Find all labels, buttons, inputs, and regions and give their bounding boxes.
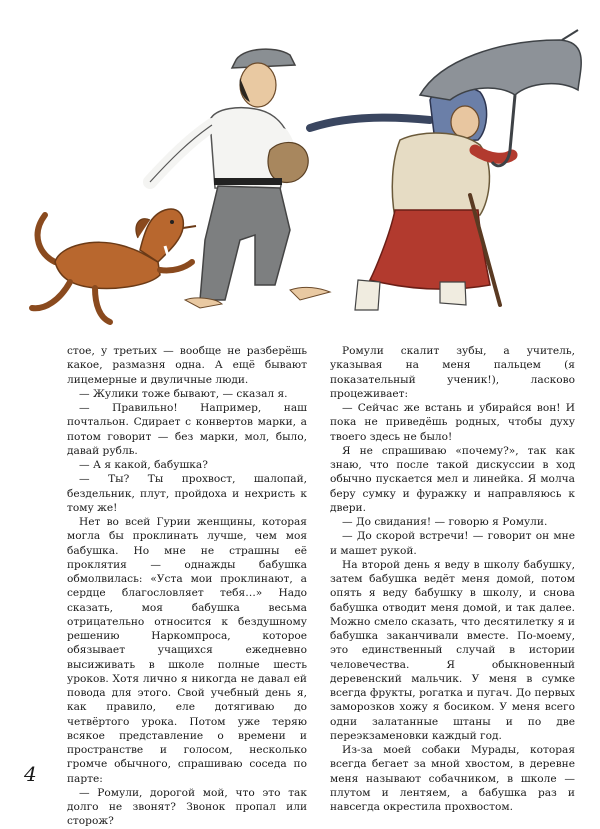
illustration (0, 0, 600, 340)
paragraph: Я не спрашиваю «почему?», так как знаю, что после такой дискуссии в ход обычно пускается мел и линейка. Я молча беру сумку и фуражку и направляюсь к двери. (330, 444, 575, 514)
paragraph: — Ромули, дорогой мой, что это так долго не звонят? Звонок пропал или сторож? (67, 786, 307, 828)
paragraph: — А я какой, бабушка? (79, 459, 208, 471)
paragraph: Из-за моей собаки Мурады, которая всегда бегает за мной хвостом, в деревне меня называют собачником, в школе — плутом и лентяем, а бабушка раз и навсегда окрестила прохвостом. (330, 744, 575, 813)
paragraph: — До свидания! — говорю я Ромули. (342, 516, 548, 528)
paragraph: — Сейчас же встань и убирайся вон! И пока не приведёшь родных, чтобы духу твоего здесь не было! (330, 402, 575, 443)
paragraph: — Жулики тоже бывают, — сказал я. (79, 387, 288, 400)
paragraph: — До скорой встречи! — говорит он мне и машет рукой. (330, 530, 575, 557)
paragraph: На второй день я веду в школу бабушку, затем бабушка ведёт меня домой, потом опять я веду бабушку в школу, и снова бабушка отводит меня домой, и так далее. Можно смело сказать, что десятилетку я и бабушка заканчивали вместе. По-моему, это единственный случай в истории человечества. Я обыкновенный деревенский мальчик. У меня в сумке всегда фрукты, рогатка и пугач. До первых заморозков хожу я босиком. У меня всего одни залатанные штаны и по две переэкзаменовки каждый год. (330, 558, 575, 742)
paragraph: — Ты? Ты прохвост, шалопай, бездельник, плут, пройдоха и нехристь к тому же! (67, 473, 307, 514)
paragraph: стое, у третьих — вообще не разберёшь какое, размазня одна. А ещё бывают лицемерные и двуличные люди. (67, 345, 307, 386)
paragraph: — Правильно! Например, наш почтальон. Сдирает с конвертов марки, а потом говорит — без марки, мол, было, давай рубль. (67, 402, 307, 457)
paragraph: Нет во всей Гурии женщины, которая могла бы проклинать лучше, чем моя бабушка. Но мне не страшны её проклятия — однажды бабушка обмолвилась: «Уста мои проклинают, а сердце благословляет тебя…» Надо сказать, моя бабушка весьма отрицательно относится к бездушному решению Наркомпроса, которое обязывает учащихся ежедневно высиживать в школе полные шесть уроков. Хотя лично я никогда не давал ей повода для этого. Свой учебный день я, как правило, еле дотягиваю до четвёртого урока. Потом уже теряю всякое представление о времени и пространстве и голосом, несколько громче обычного, спрашиваю соседа по парте: (67, 516, 307, 785)
grandmother-figure (310, 85, 512, 310)
left-text-column (67, 344, 307, 829)
dog-figure (32, 209, 196, 322)
page-number: 4 (24, 762, 37, 786)
paragraph: Ромули скалит зубы, а учитель, указывая на меня пальцем (я показательный ученик!), ласково процеживает: (330, 345, 575, 400)
right-text-column (330, 344, 575, 814)
